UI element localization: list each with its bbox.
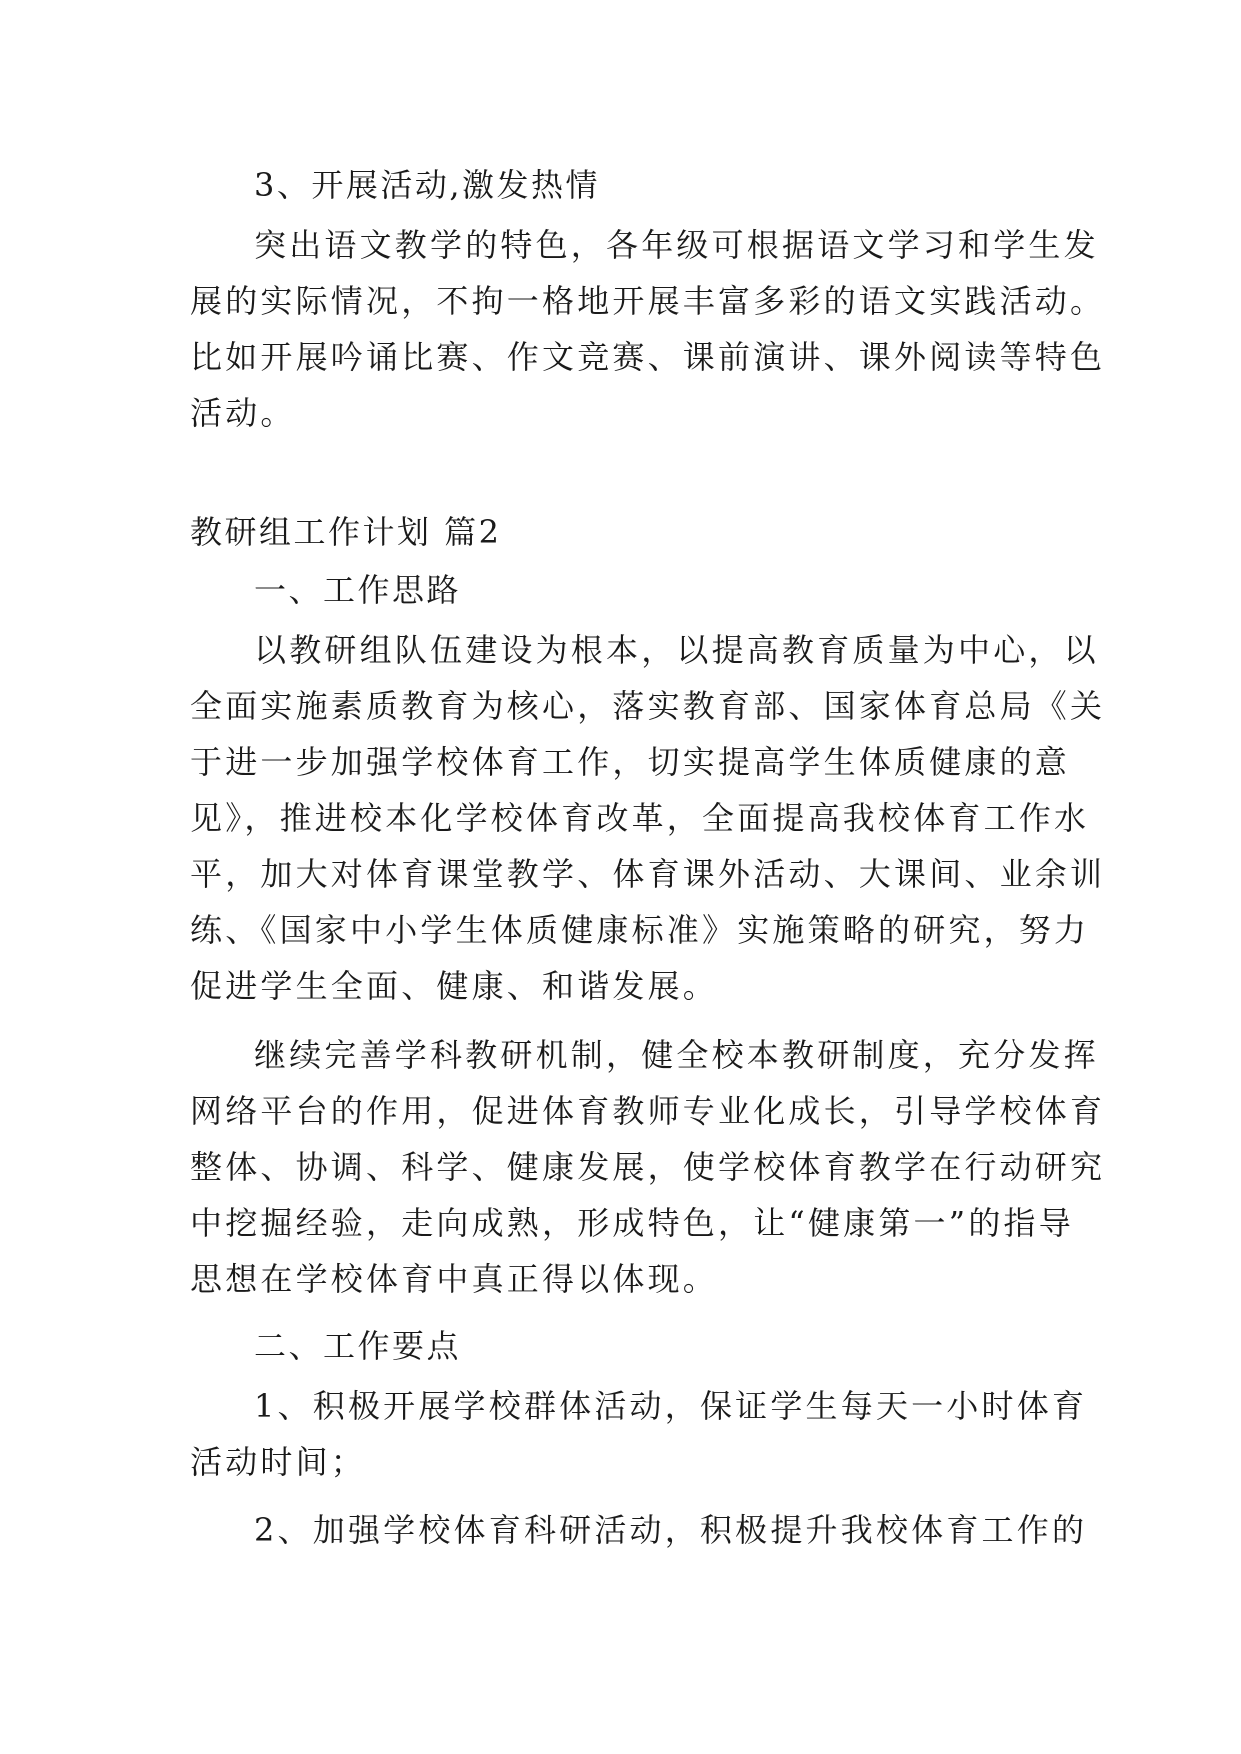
item3-heading: 3、开展活动,激发热情 — [254, 166, 601, 204]
paragraph-line: 活动。 — [190, 394, 296, 432]
paragraph-line: 练、《国家中小学生体质健康标准》实施策略的研究，努力 — [190, 911, 1090, 949]
part2-heading: 二、工作要点 — [254, 1327, 462, 1365]
paragraph-line: 整体、协调、科学、健康发展，使学校体育教学在行动研究 — [190, 1148, 1106, 1186]
paragraph-line: 突出语文教学的特色，各年级可根据语文学习和学生发 — [254, 226, 1099, 264]
paragraph-line: 比如开展吟诵比赛、作文竞赛、课前演讲、课外阅读等特色 — [190, 338, 1106, 376]
paragraph-line: 思想在学校体育中真正得以体现。 — [190, 1260, 719, 1298]
paragraph-line: 见》，推进校本化学校体育改革，全面提高我校体育工作水 — [190, 799, 1090, 837]
paragraph-line: 以教研组队伍建设为根本，以提高教育质量为中心，以 — [254, 631, 1099, 669]
part1-heading: 一、工作思路 — [254, 571, 462, 609]
paragraph-line: 全面实施素质教育为核心，落实教育部、国家体育总局《关 — [190, 687, 1106, 725]
paragraph-line: 继续完善学科教研机制，健全校本教研制度，充分发挥 — [254, 1036, 1099, 1074]
paragraph-line: 活动时间； — [190, 1443, 367, 1481]
paragraph-line: 网络平台的作用，促进体育教师专业化成长，引导学校体育 — [190, 1092, 1106, 1130]
paragraph-line: 中挖掘经验，走向成熟，形成特色，让“健康第一”的指导 — [190, 1204, 1074, 1242]
paragraph-line: 展的实际情况，不拘一格地开展丰富多彩的语文实践活动。 — [190, 282, 1106, 320]
paragraph-line: 于进一步加强学校体育工作，切实提高学生体质健康的意 — [190, 743, 1071, 781]
section-title: 教研组工作计划 篇2 — [190, 513, 502, 551]
paragraph-line: 2、加强学校体育科研活动，积极提升我校体育工作的 — [254, 1511, 1088, 1549]
paragraph-line: 1、积极开展学校群体活动，保证学生每天一小时体育 — [254, 1387, 1088, 1425]
paragraph-line: 平，加大对体育课堂教学、体育课外活动、大课间、业余训 — [190, 855, 1106, 893]
paragraph-line: 促进学生全面、健康、和谐发展。 — [190, 967, 719, 1005]
